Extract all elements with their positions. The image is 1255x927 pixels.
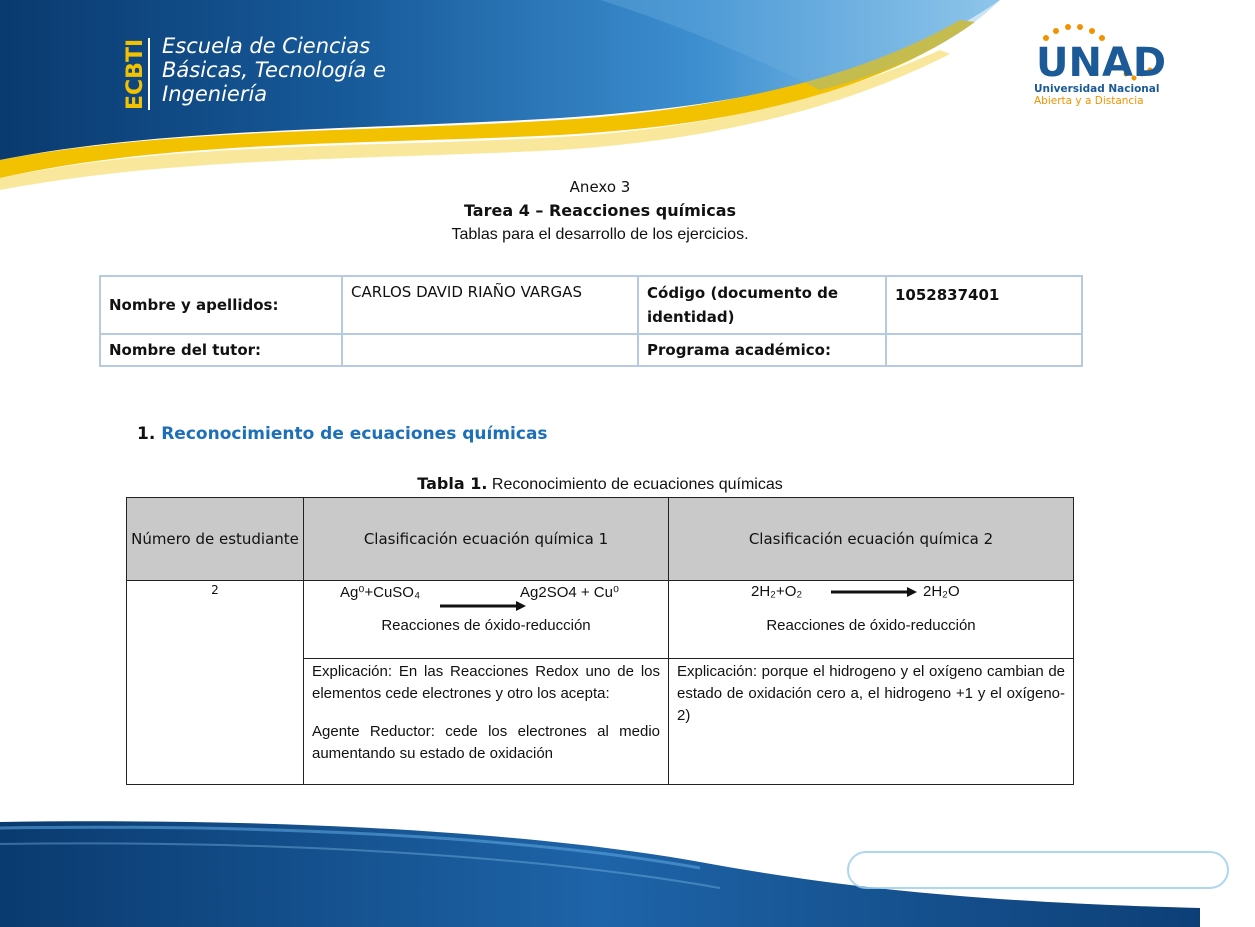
code-label: Código (documento de identidad) xyxy=(638,276,886,334)
equations-table xyxy=(126,497,1074,785)
svg-text:Universidad Nacional: Universidad Nacional xyxy=(1034,83,1160,95)
equation-1-products: Ag2SO4 + Cu⁰ xyxy=(520,584,619,601)
equation-1-cell xyxy=(304,581,669,659)
header-student-number: Número de estudiante xyxy=(127,498,304,581)
section-title: Reconocimiento de ecuaciones químicas xyxy=(161,424,548,444)
equation-2-cell xyxy=(669,581,1074,659)
unad-logo xyxy=(1034,24,1167,124)
equation-2-reactants: 2H₂+O₂ xyxy=(751,583,803,600)
header-equation-2: Clasificación ecuación química 2 xyxy=(669,498,1074,581)
equation-1 xyxy=(312,583,660,613)
annex-label: Anexo 3 xyxy=(569,178,631,196)
name-label: Nombre y apellidos: xyxy=(100,276,342,334)
student-number-cell: 2 xyxy=(127,581,304,785)
reaction-arrow-icon xyxy=(440,601,526,611)
school-name xyxy=(162,34,386,106)
name-value: CARLOS DAVID RIAÑO VARGAS xyxy=(342,276,638,334)
equation-2-type: Reacciones de óxido-reducción xyxy=(766,617,976,634)
copyright-notice: Prohibida su reproducción y copia sin autorización de l xyxy=(868,866,1255,881)
tutor-label: Nombre del tutor: xyxy=(100,334,342,366)
svg-text:UNAD: UNAD xyxy=(1036,40,1167,86)
equation-1-reactants: Ag⁰+CuSO₄ xyxy=(340,584,421,601)
equation-2 xyxy=(677,583,1065,613)
program-value xyxy=(886,334,1082,366)
reaction-arrow-icon xyxy=(831,587,917,597)
explanation-2-cell: Explicación: porque el hidrogeno y el oxígeno cambian de estado de oxidación cero a, el hidrogeno +1 y el oxígeno-2) xyxy=(669,659,1074,785)
explanation-1-cell xyxy=(304,659,669,785)
task-title: Tarea 4 – Reacciones químicas xyxy=(463,201,737,220)
caption-label: Tabla 1. xyxy=(417,474,488,493)
school-line-3: Ingeniería xyxy=(162,82,268,106)
section-heading xyxy=(137,424,548,444)
explanation-1-p2: Agente Reductor: cede los electrones al medio aumentando su estado de oxidación xyxy=(312,723,660,762)
code-value: 1052837401 xyxy=(886,276,1082,334)
table-caption xyxy=(0,474,1200,494)
header-equation-1: Clasificación ecuación química 1 xyxy=(304,498,669,581)
ecbti-logo xyxy=(118,36,152,112)
section-number: 1. xyxy=(137,424,156,444)
tutor-value xyxy=(342,334,638,366)
student-info-table xyxy=(99,275,1083,367)
doc-subtitle: Tablas para el desarrollo de los ejercicios. xyxy=(451,226,749,243)
explanation-1-p1: Explicación: En las Reacciones Redox uno de los elementos cede electrones y otro los acepta: xyxy=(312,663,660,702)
svg-text:ECBTI: ECBTI xyxy=(123,38,148,110)
caption-text: Reconocimiento de ecuaciones químicas xyxy=(491,476,783,493)
equation-1-type: Reacciones de óxido-reducción xyxy=(381,617,591,634)
school-line-2: Básicas, Tecnología e xyxy=(162,58,386,82)
program-label: Programa académico: xyxy=(638,334,886,366)
equation-2-products: 2H₂O xyxy=(923,583,960,600)
svg-text:Abierta y a Distancia: Abierta y a Distancia xyxy=(1034,95,1144,107)
school-line-1: Escuela de Ciencias xyxy=(162,34,371,58)
